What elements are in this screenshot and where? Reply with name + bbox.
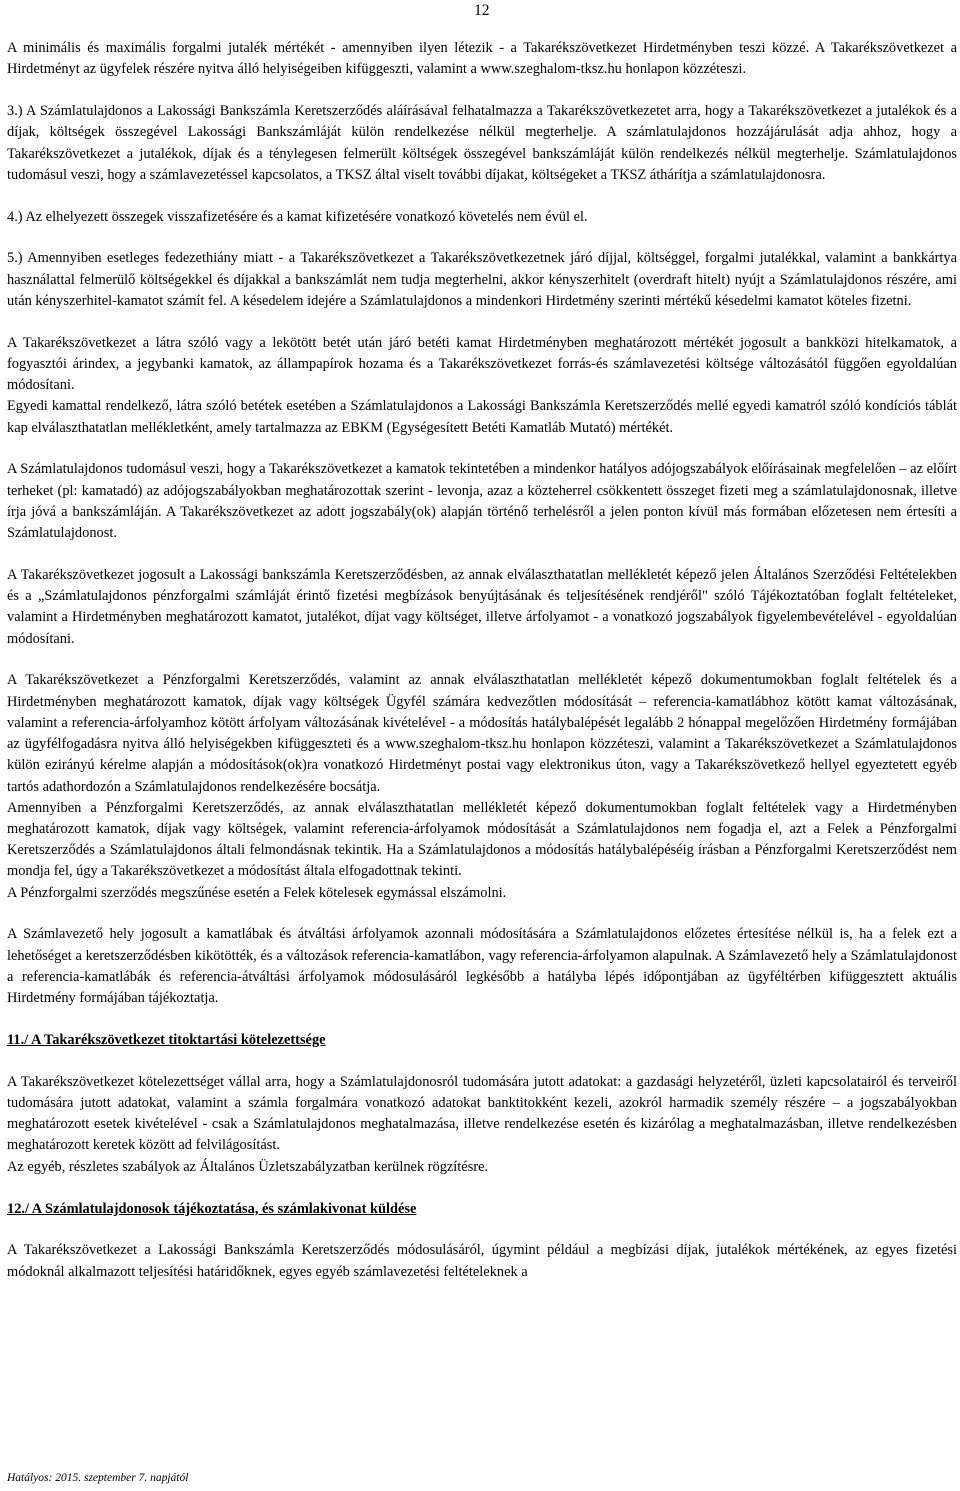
page-number: 12	[474, 2, 490, 19]
document-body	[7, 38, 957, 1283]
paragraph-kamat: A Takarékszövetkezet a látra szóló vagy a lekötött betét után járó betéti kamat Hirdetményben meghatározott mértékét jogosult a bankközi hitelkamatok, a fogyasztói árindex, a jegybanki kamatok, az állampapírok hozama és a Takarékszövetkezet forrás-és számlavezetési költsége változásától függően egyoldalúan módosítani.	[7, 334, 957, 394]
paragraph-5: 5.) Amennyiben esetleges fedezethiány miatt - a Takarékszövetkezet a Takarékszövetkezetnek járó díjjal, költséggel, forgalmi jutalékkal, valamint a bankkártya használattal felmerülő költségekkel és díjakkal a bankszámlát nem tudja megterhelni, akkor kényszerhitelt (overdraft hitelt) nyújt a Számlatulajdonos részére, ami után kényszerhitel-kamatot számít fel. A késedelem idejére a Számlatulajdonos a mindenkori Hirdetmény szerinti mértékű késedelmi kamatot köteles fizetni.	[7, 250, 957, 309]
paragraph-3: 3.) A Számlatulajdonos a Lakossági Bankszámla Keretszerződés aláírásával felhatalmazza a Takarékszövetkezetet arra, hogy a Takarékszövetkezet a jutalékok és a díjak, költségek összegével Lakossági Bankszámláját külön rendelkezése nélkül megterhelje. A számlatulajdonos hozzájárulását adja ahhoz, hogy a Takarékszövetkezet a jutalékok, díjak és a ténylegesen felmerült költségek összegével bankszámláját külön rendelkezés nélkül megterhelje. Számlatulajdonos tudomásul veszi, hogy a számlavezetéssel kapcsolatos, a TKSZ által viselt további díjakat, költségeket a TKSZ áthárítja a számlatulajdonosra.	[7, 103, 957, 183]
paragraph-megszunes: A Pénzforgalmi szerződés megszűnése esetén a Felek kötelesek egymással elszámolni.	[7, 884, 507, 901]
section-heading-12: 12./ A Számlatulajdonosok tájékoztatása, és számlakivonat küldése	[7, 1200, 417, 1217]
paragraph-egyedi-kamat: Egyedi kamattal rendelkező, látra szóló betétek esetében a Számlatulajdonos a Lakossági Bankszámla Keretszerződés mellé egyedi kamatról szóló kondíciós táblát kap elválaszthatatlan mellékletként, amely tartalmazza az EBKM (Egységesített Betéti Kamatláb Mutató) mértékét.	[7, 398, 957, 436]
paragraph-titoktartas: A Takarékszövetkezet kötelezettséget vállal arra, hogy a Számlatulajdonosról tudomására jutott adatokat: a gazdasági helyzetéről, üzleti kapcsolatairól és terveiről tudomására jutott adatokat, valamint a számla forgalmára vonatkozó adatokat banktitokként kezeli, azokról harmadik személy részére – a jogszabályokban meghatározott esetek kivételével - csak a Számlatulajdonos meghatalmazása, illetve rendelkezése esetén és kizárólag a meghatalmazásban, illetve rendelkezésben meghatározott keretek között ad felvilágosítást.	[7, 1073, 957, 1154]
section-heading-11: 11./ A Takarékszövetkezet titoktartási kötelezettsége	[7, 1031, 326, 1048]
paragraph-uzletszabalyzat: Az egyéb, részletes szabályok az Általános Üzletszabályzatban kerülnek rögzítésre.	[7, 1158, 489, 1175]
footer-effective-date: Hatályos: 2015. szeptember 7. napjától	[7, 1472, 189, 1484]
paragraph-jutalek: A minimális és maximális forgalmi jutalék mértékét - amennyiben ilyen létezik - a Takarékszövetkezet Hirdetményben teszi közzé. A Takarékszövetkezet a Hirdetményt az ügyfelek részére nyitva álló helyiségeiben kifüggeszti, valamint a www.szeghalom-tksz.hu honlapon közzéteszi.	[7, 40, 957, 78]
paragraph-tajekoztatas: A Takarékszövetkezet a Lakossági Bankszámla Keretszerződés módosulásáról, úgymint például a megbízási díjak, jutalékok mértékének, az egyes fizetési módoknál alkalmazott teljesítési határidőknek, egyes egyéb számlavezetési feltételeknek a	[7, 1242, 957, 1280]
paragraph-ado: A Számlatulajdonos tudomásul veszi, hogy a Takarékszövetkezet a kamatok tekintetében a mindenkor hatályos adójogszabályok előírásainak megfelelően – az előírt terheket (pl: kamatadó) az adójogszabályokban meghatározottak szerint - levonja, azaz a közteherrel csökkentett összeget fizeti meg a számlatulajdonosnak, illetve írja jóvá a bankszámláján. A Takarékszövetkezet az adott jogszabály(ok) alapján történő terhelésről a jelen ponton kívül más formában előzetesen nem értesíti a Számlatulajdonost.	[7, 461, 957, 542]
paragraph-elfogadas: Amennyiben a Pénzforgalmi Keretszerződés, az annak elválaszthatatlan mellékletét képező dokumentumokban foglalt feltételek vagy a Hirdetményben meghatározott kamatok, díjak vagy költségek, valamint referencia-árfolyamok módosítását a Számlatulajdonos nem fogadja el, azt a Felek a Pénzforgalmi Keretszerződés a Számlatulajdonos általi felmondásnak tekintik. Ha a Számlatulajdonos a módosítás hatálybalépéséig írásban a Pénzforgalmi Keretszerződést nem mondja fel, úgy a Takarékszövetkezet a módosítást általa elfogadottnak tekinti.	[7, 799, 957, 880]
paragraph-szamlavezeto: A Számlavezető hely jogosult a kamatlábak és átváltási árfolyamok azonnali módosítására a Számlatulajdonos előzetes értesítése nélkül is, ha a felek ezt a lehetőséget a keretszerződésben kikötötték, és a változások referencia-kamatlábon, vagy referencia-árfolyamon alapulnak. A Számlavezető hely a Számlatulajdonost a referencia-kamatlábák és referencia-átváltási árfolyamok módosulásáról legkésőbb a hatályba lépés időpontjában az ügyféltérben kifüggesztett aktuális Hirdetmény formájában tájékoztatja.	[7, 926, 957, 1007]
paragraph-4: 4.) Az elhelyezett összegek visszafizetésére és a kamat kifizetésére vonatkozó követelés nem évül el.	[7, 208, 588, 225]
paragraph-modositas-jog: A Takarékszövetkezet jogosult a Lakossági bankszámla Keretszerződésben, az annak elválaszthatatlan mellékletét képező jelen Általános Szerződési Feltételekben és a „Számlatulajdonos pénzforgalmi számláját érintő fizetési megbízások benyújtásának és teljesítésének rendjéről" szóló Tájékoztatóban foglalt feltételeket, valamint a Hirdetményben meghatározott kamatot, jutalékot, díjat vagy költséget, illetve árfolyamot - a vonatkozó jogszabályok figyelembevételével - egyoldalúan módosítani.	[7, 566, 957, 647]
paragraph-penzforgalmi: A Takarékszövetkezet a Pénzforgalmi Keretszerződés, valamint az annak elválaszthatatlan mellékletét képező dokumentumokban foglalt feltételek és a Hirdetményben meghatározott kamatok, díjak vagy költségek Ügyfél számára kedvezőtlen módosítását – referencia-kamatlábhoz kötött kamat változásának, valamint a referencia-árfolyamhoz kötött árfolyam változásának kivételével - a módosítás hatálybalépését legalább 2 hónappal megelőzően Hirdetmény formájában az ügyfélfogadásra nyitva álló helyiségekben kifüggeszteti és a www.szeghalom-tksz.hu honlapon közzéteszi, valamint a Takarékszövetkezet a Számlatulajdonos külön ezirányú kérelme alapján a módosítások(ok)ra vonatkozó Hirdetményt postai vagy elektronikus úton, vagy a Takarékszövetkező hellyel egyeztetett egyéb tartós adathordozón a Számlatulajdonos rendelkezésére bocsátja.	[7, 672, 957, 795]
